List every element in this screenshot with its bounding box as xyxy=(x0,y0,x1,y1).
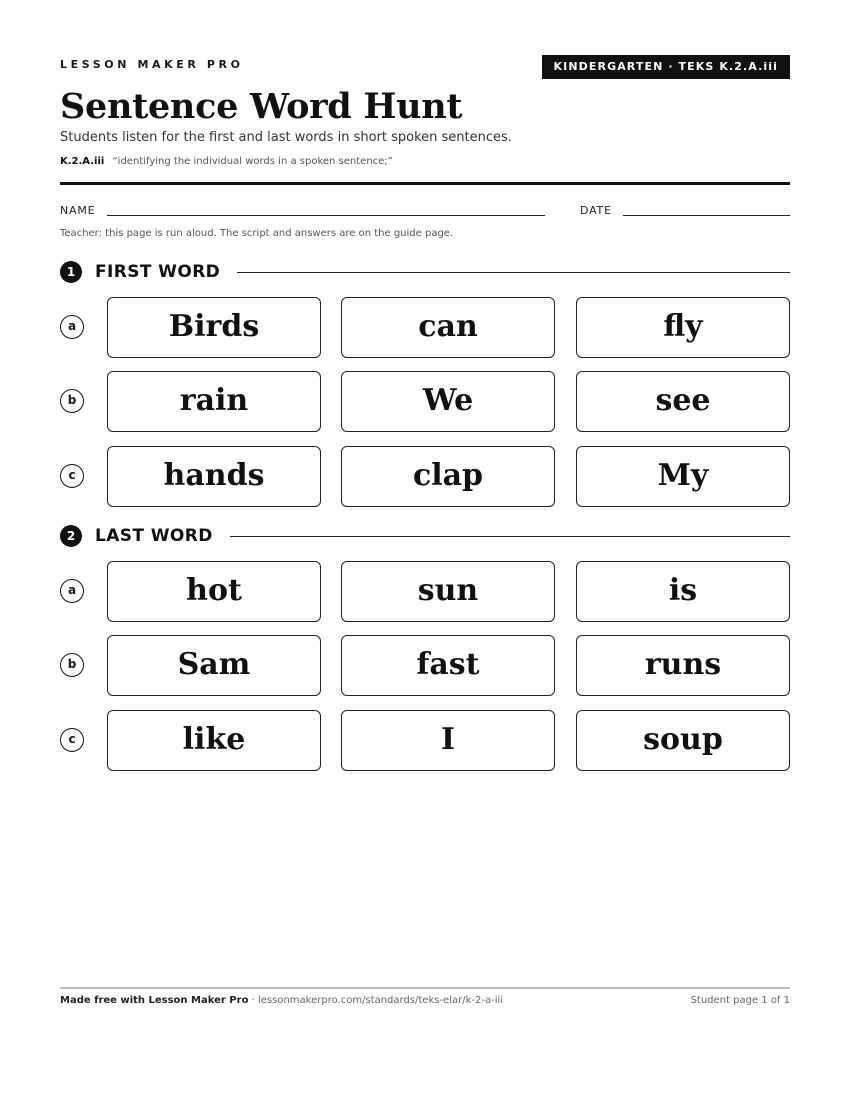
item-row xyxy=(60,635,790,697)
footer-credit xyxy=(60,995,503,1006)
standard-code: K.2.A.iii xyxy=(60,156,105,167)
teacher-note: Teacher: this page is run aloud. The script and answers are on the guide page. xyxy=(60,228,454,239)
word-card[interactable]: like xyxy=(107,710,321,771)
footer-divider xyxy=(60,987,790,989)
date-field[interactable] xyxy=(623,215,790,216)
word-card[interactable]: soup xyxy=(576,710,790,771)
word-card[interactable]: see xyxy=(576,371,790,432)
word-card[interactable]: fast xyxy=(341,635,555,696)
item-row xyxy=(60,446,790,508)
word-card[interactable]: can xyxy=(341,297,555,358)
item-letter: b xyxy=(60,653,84,677)
name-date-row xyxy=(60,204,790,220)
name-label: NAME xyxy=(60,204,96,217)
standard-text: “identifying the individual words in a spoken sentence;” xyxy=(112,156,393,167)
page-subtitle: Students listen for the first and last words in short spoken sentences. xyxy=(60,130,512,145)
section-title: FIRST WORD xyxy=(95,262,232,282)
page-title: Sentence Word Hunt xyxy=(60,86,463,127)
footer-made-with: Made free with Lesson Maker Pro xyxy=(60,995,249,1006)
item-letter: a xyxy=(60,579,84,603)
section-rule xyxy=(237,272,790,273)
word-card[interactable]: My xyxy=(576,446,790,507)
word-card[interactable]: fly xyxy=(576,297,790,358)
word-card[interactable]: rain xyxy=(107,371,321,432)
word-card[interactable]: Sam xyxy=(107,635,321,696)
header-divider xyxy=(60,182,790,185)
item-row xyxy=(60,297,790,359)
item-row xyxy=(60,710,790,772)
section-number: 2 xyxy=(60,525,82,547)
date-label: DATE xyxy=(580,204,612,217)
word-card[interactable]: We xyxy=(341,371,555,432)
item-row xyxy=(60,371,790,433)
footer-page-info: Student page 1 of 1 xyxy=(690,995,790,1006)
word-card[interactable]: is xyxy=(576,561,790,622)
section-first-word xyxy=(60,261,790,283)
footer-url[interactable]: · lessonmakerpro.com/standards/teks-elar/k-2-a-iii xyxy=(248,995,504,1006)
item-letter: b xyxy=(60,389,84,413)
word-card[interactable]: clap xyxy=(341,446,555,507)
brand-name: LESSON MAKER PRO xyxy=(60,58,244,71)
grade-badge: KINDERGARTEN · TEKS K.2.A.iii xyxy=(542,55,790,79)
word-card[interactable]: sun xyxy=(341,561,555,622)
word-card[interactable]: runs xyxy=(576,635,790,696)
item-row xyxy=(60,561,790,623)
section-title: LAST WORD xyxy=(95,526,225,546)
item-letter: c xyxy=(60,464,84,488)
word-card[interactable]: I xyxy=(341,710,555,771)
item-letter: c xyxy=(60,728,84,752)
word-card[interactable]: hands xyxy=(107,446,321,507)
section-number: 1 xyxy=(60,261,82,283)
standard-line xyxy=(60,156,393,167)
item-letter: a xyxy=(60,315,84,339)
word-card[interactable]: Birds xyxy=(107,297,321,358)
section-rule xyxy=(230,536,790,537)
section-last-word xyxy=(60,525,790,547)
name-field[interactable] xyxy=(107,215,545,216)
word-card[interactable]: hot xyxy=(107,561,321,622)
